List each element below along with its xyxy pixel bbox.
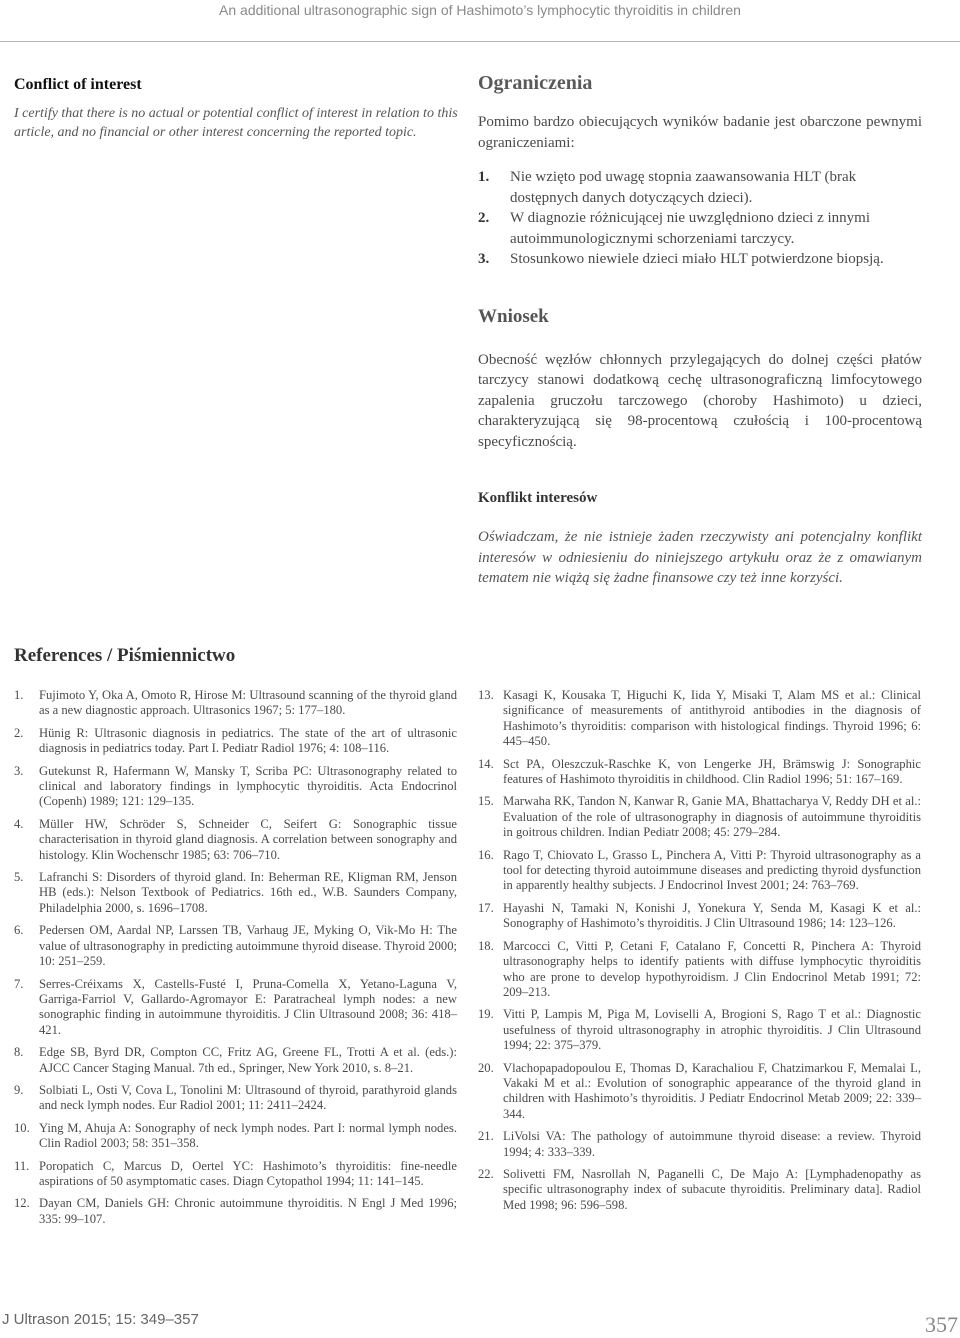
- references-left-column: [14, 688, 457, 1234]
- reference-number: 22.: [478, 1166, 494, 1181]
- reference-text: Marwaha RK, Tandon N, Kanwar R, Ganie MA, Bhattacharya V, Reddy DH et al.: Evaluation of the role of ultrasonography in diagnosis of autoimmune thyroiditis in goitrous children. Indian Pediatr 2008; 45: 279–284.: [503, 794, 921, 840]
- reference-number: 8.: [14, 1045, 24, 1060]
- reference-text: LiVolsi VA: The pathology of autoimmune thyroid disease: a review. Thyroid 1994; 4: 333–339.: [503, 1129, 921, 1159]
- reference-text: Rago T, Chiovato L, Grasso L, Pinchera A, Vitti P: Thyroid ultrasonography as a tool for detecting thyroid autoimmune diseases and predicting thyroid dysfunction in apparently healthy subjects. J Endocrinol Invest 2001; 24: 763–769.: [503, 847, 921, 893]
- reference-item: [478, 939, 921, 1001]
- reference-number: 15.: [478, 794, 494, 809]
- reference-item: [14, 1196, 457, 1227]
- reference-text: Kasagi K, Kousaka T, Higuchi K, Iida Y, Misaki T, Alam MS et al.: Clinical significance of measurements of antithyroid antibodies in the diagnosis of Hashimoto’s thyroiditis: comparison with histological findings. Thyroid 1996; 6: 445–450.: [503, 688, 921, 749]
- running-header: An additional ultrasonographic sign of Hashimoto’s lymphocytic thyroiditis in children: [219, 2, 741, 18]
- reference-number: 17.: [478, 900, 494, 915]
- reference-text: Müller HW, Schröder S, Schneider C, Seifert G: Sonographic tissue characterisation in thyroid gland diagnosis. A correlation between sonography and histology. Klin Wochenschr 1985; 63: 706–710.: [39, 816, 457, 862]
- reference-item: [478, 1129, 921, 1160]
- reference-text: Fujimoto Y, Oka A, Omoto R, Hirose M: Ultrasound scanning of the thyroid gland as a new diagnostic approach. Ultrasonics 1967; 5: 177–180.: [39, 688, 457, 718]
- reference-item: [14, 817, 457, 863]
- journal-citation: J Ultrason 2015; 15: 349–357: [2, 1311, 199, 1328]
- reference-text: Lafranchi S: Disorders of thyroid gland. In: Beherman RE, Kligman RM, Jenson HB (eds.): Nelson Textbook of Pediatrics. 16th ed., W.B. Saunders Company, Philadelphia 2000, s. 1696–1708.: [39, 870, 457, 915]
- references-list-right: [478, 688, 921, 1213]
- reference-text: Serres-Créixams X, Castells-Fusté I, Pruna-Comella X, Yetano-Laguna V, Garriga-Farriol V, Gallardo-Agromayor E: Paratracheal lymph nodes: a new sonographic finding in autoimmune thyroiditis. J Clin Ultrasound 2008; 36: 418–421.: [39, 976, 457, 1037]
- reference-text: Gutekunst R, Hafermann W, Mansky T, Scriba PC: Ultrasonography related to clinical and laboratory findings in lymphocytic thyroiditis. Acta Endocrinol (Copenh) 1989; 121: 129–135.: [39, 763, 457, 809]
- reference-number: 21.: [478, 1129, 494, 1144]
- limitations-intro: Pomimo bardzo obiecujących wyników badanie jest obarczone pewnymi ograniczeniami:: [478, 114, 922, 151]
- conflict-of-interest-section: [14, 76, 464, 142]
- reference-number: 13.: [478, 688, 494, 702]
- conclusion-heading: Wniosek: [478, 305, 549, 327]
- reference-item: [478, 757, 921, 788]
- reference-item: [14, 688, 457, 719]
- references-heading: References / Piśmiennictwo: [14, 645, 236, 666]
- references-right-column: [478, 688, 921, 1220]
- reference-number: 18.: [478, 938, 494, 953]
- reference-item: [14, 1045, 457, 1076]
- reference-text: Poropatich C, Marcus D, Oertel YC: Hashimoto’s thyroiditis: fine-needle aspirations of 50 asymptomatic cases. Diagn Cytopathol 1994; 11: 141–145.: [39, 1158, 457, 1188]
- reference-text: Vlachopapadopoulou E, Thomas D, Karachaliou F, Chatzimarkou F, Memalai L, Vakaki M et al.: Evolution of sonographic appearance of the thyroid gland in children with Hashimoto’s thyroiditis. J Pediatr Endocrinol Metab 2009; 22: 339–344.: [503, 1060, 921, 1121]
- conflict-heading: Conflict of interest: [14, 76, 142, 93]
- reference-item: [14, 1159, 457, 1190]
- reference-item: [478, 794, 921, 840]
- reference-item: [14, 977, 457, 1039]
- limitation-item: 2. W diagnozie różnicującej nie uwzględniono dzieci z innymi autoimmunologicznymi schorzeniami tarczycy.: [478, 210, 871, 247]
- reference-text: Solbiati L, Osti V, Cova L, Tonolini M: Ultrasound of thyroid, parathyroid glands and neck lymph nodes. Eur Radiol 2001; 11: 2411–2424.: [39, 1082, 457, 1113]
- reference-number: 5.: [14, 870, 24, 885]
- limitations-list: [478, 167, 922, 270]
- konflikt-text: Oświadczam, że nie istnieje żaden rzeczywisty ani potencjalny konflikt interesów w odniesieniu do niniejszego artykułu oraz że z omawianym tematem nie wiążą się żadne finansowe czy też inne korzyści.: [478, 529, 922, 586]
- reference-number: 12.: [14, 1196, 30, 1211]
- header-divider: [0, 41, 960, 42]
- reference-text: Ying M, Ahuja A: Sonography of neck lymph nodes. Part I: normal lymph nodes. Clin Radiol 2003; 58: 351–358.: [39, 1120, 457, 1151]
- reference-number: 9.: [14, 1082, 24, 1097]
- reference-number: 2.: [14, 725, 24, 740]
- reference-item: [478, 901, 921, 932]
- reference-item: [478, 848, 921, 894]
- conclusion-text: Obecność węzłów chłonnych przylegających do dolnej części płatów tarczycy stanowi dodatkową cechę ultrasonograficzną limfocytowego zapalenia gruczołu tarczowego (choroby Hashimoto) u dzieci, charakteryzującą się 98-procentową czułością i 100-procentową specyficznością.: [478, 351, 922, 450]
- reference-number: 14.: [478, 756, 494, 771]
- reference-text: Solivetti FM, Nasrollah N, Paganelli C, De Majo A: [Lymphadenopathy as specific ultrasonography index of subacute thyroiditis. Preliminary data]. Radiol Med 1998; 96: 596–598.: [503, 1166, 921, 1212]
- reference-number: 3.: [14, 763, 24, 778]
- reference-number: 4.: [14, 816, 24, 831]
- reference-item: [14, 726, 457, 757]
- reference-item: [14, 870, 457, 916]
- reference-item: [14, 1121, 457, 1152]
- reference-number: 20.: [478, 1060, 494, 1075]
- limitation-item: 1. Nie wzięto pod uwagę stopnia zaawansowania HLT (brak dostępnych danych dotyczących dzieci).: [478, 169, 857, 206]
- reference-number: 11.: [14, 1158, 30, 1173]
- konflikt-heading: Konflikt interesów: [478, 490, 598, 506]
- reference-item: [478, 688, 921, 750]
- reference-text: Hünig R: Ultrasonic diagnosis in pediatrics. The state of the art of ultrasonic diagnosis in pediatrics today. Part I. Pediatr Radiol 1976; 4: 108–116.: [39, 725, 457, 756]
- reference-item: [14, 764, 457, 810]
- page-number: 357: [925, 1312, 958, 1337]
- reference-item: [478, 1007, 921, 1053]
- conflict-text: I certify that there is no actual or potential conflict of interest in relation to this article, and no financial or other interest concerning the reported topic.: [14, 106, 458, 140]
- reference-number: 19.: [478, 1007, 494, 1022]
- reference-text: Edge SB, Byrd DR, Compton CC, Fritz AG, Greene FL, Trotti A et al. (eds.): AJCC Cancer Staging Manual. 7th ed., Springer, New York 2010, s. 8–21.: [39, 1045, 457, 1075]
- reference-text: Marcocci C, Vitti P, Cetani F, Catalano F, Concetti R, Pinchera A: Thyroid ultrasonography helps to identify patients with diffuse lymphocytic thyroiditis who are prone to develop hypothyroidism. J Clin Endocrinol Metab 1991; 72: 209–213.: [503, 938, 921, 999]
- reference-text: Vitti P, Lampis M, Piga M, Loviselli A, Brogioni S, Rago T et al.: Diagnostic usefulness of thyroid ultrasonography in atrophic thyroiditis. J Clin Ultrasound 1994; 22: 375–379.: [503, 1007, 921, 1053]
- limitations-heading: Ograniczenia: [478, 72, 593, 94]
- right-column: [478, 72, 922, 589]
- reference-number: 16.: [478, 847, 494, 862]
- reference-text: Sct PA, Oleszczuk-Raschke K, von Lengerke JH, Brämswig J: Sonographic features of Hashimoto thyroiditis in childhood. Clin Radiol 1996; 51: 167–169.: [503, 756, 921, 787]
- reference-number: 1.: [14, 688, 24, 702]
- reference-item: [14, 1083, 457, 1114]
- reference-number: 7.: [14, 976, 24, 991]
- references-list-left: [14, 688, 457, 1227]
- reference-item: [14, 923, 457, 969]
- limitation-item: 3. Stosunkowo niewiele dzieci miało HLT potwierdzone biopsją.: [478, 251, 884, 267]
- reference-text: Pedersen OM, Aardal NP, Larssen TB, Varhaug JE, Myking O, Vik-Mo H: The value of ultrasonography in predicting autoimmune thyroid disease. Thyroid 2000; 10: 251–259.: [39, 923, 457, 969]
- reference-number: 10.: [14, 1120, 30, 1135]
- reference-item: [478, 1061, 921, 1123]
- reference-number: 6.: [14, 923, 24, 938]
- reference-text: Dayan CM, Daniels GH: Chronic autoimmune thyroiditis. N Engl J Med 1996; 335: 99–107.: [39, 1196, 457, 1226]
- reference-item: [478, 1167, 921, 1213]
- reference-text: Hayashi N, Tamaki N, Konishi J, Yonekura Y, Senda M, Kasagi K et al.: Sonography of Hashimoto’s thyroiditis. J Clin Ultrasound 1986; 14: 123–126.: [503, 900, 921, 931]
